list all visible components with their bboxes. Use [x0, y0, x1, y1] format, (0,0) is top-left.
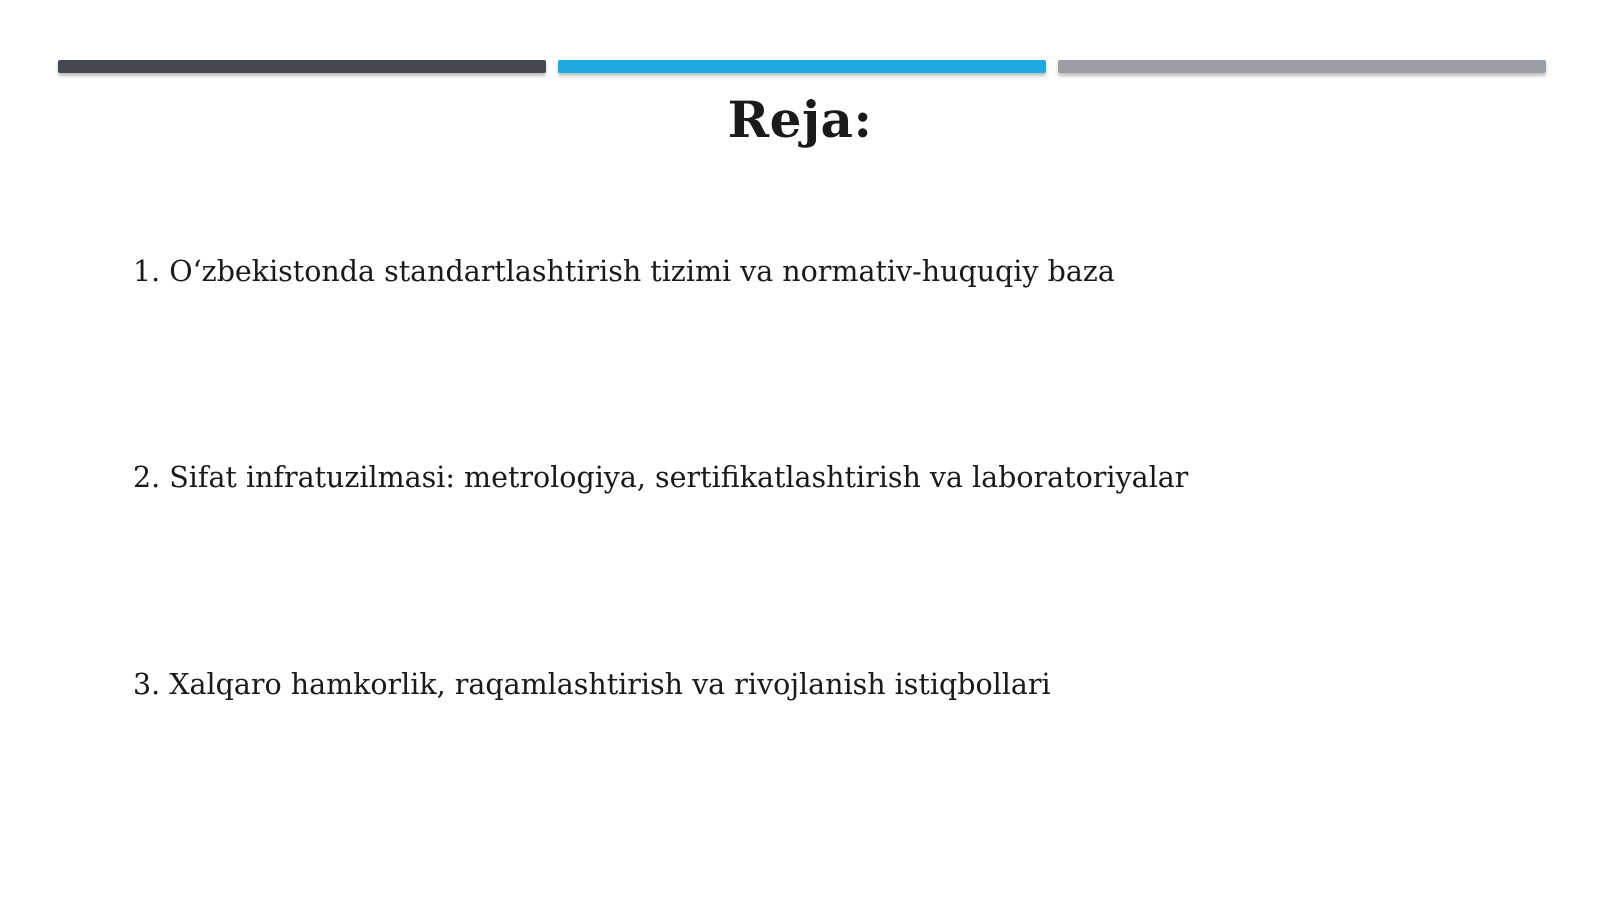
- slide-title: Reja:: [727, 90, 873, 149]
- agenda-item: 2. Sifat infratuzilmasi: metrologiya, sertifikatlashtirish va laboratoriyalar: [133, 461, 1189, 494]
- accent-bar-dark: [58, 60, 546, 73]
- agenda-item: 3. Xalqaro hamkorlik, raqamlashtirish va rivojlanish istiqbollari: [133, 668, 1051, 701]
- agenda-item: 1. O‘zbekistonda standartlashtirish tizimi va normativ-huquqiy baza: [133, 255, 1115, 288]
- accent-bar-gray: [1058, 60, 1546, 73]
- accent-bar-blue: [558, 60, 1046, 73]
